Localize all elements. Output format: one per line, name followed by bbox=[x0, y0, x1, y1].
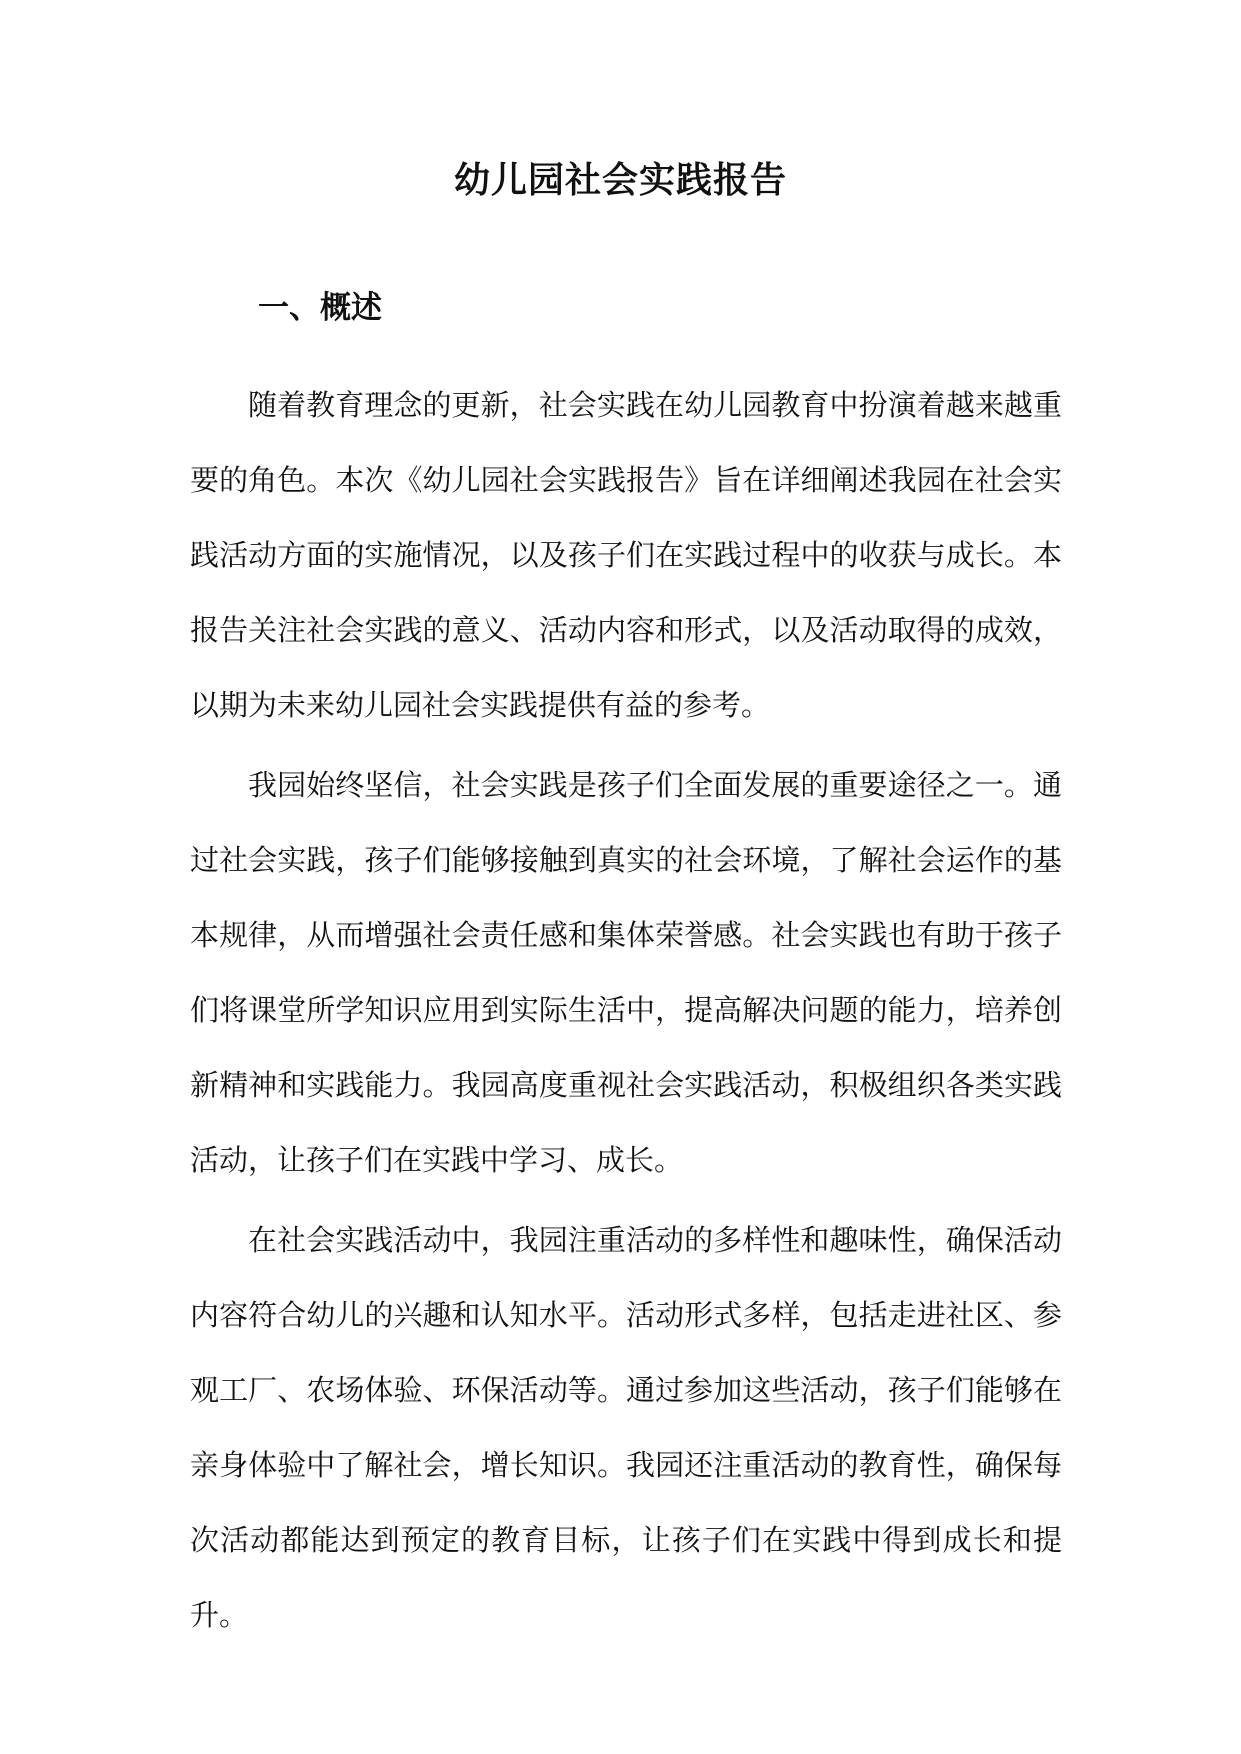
paragraph-2: 我园始终坚信，社会实践是孩子们全面发展的重要途径之一。通过社会实践，孩子们能够接触到真实的社会环境，了解社会运作的基本规律，从而增强社会责任感和集体荣誉感。社会实践也有助于孩子们将课堂所学知识应用到实际生活中，提高解决问题的能力，培养创新精神和实践能力。我园高度重视社会实践活动，积极组织各类实践活动，让孩子们在实践中学习、成长。 bbox=[190, 768, 1062, 1177]
paragraph-3: 在社会实践活动中，我园注重活动的多样性和趣味性，确保活动内容符合幼儿的兴趣和认知水平。活动形式多样，包括走进社区、参观工厂、农场体验、环保活动等。通过参加这些活动，孩子们能够在亲身体验中了解社会，增长知识。我园还注重活动的教育性，确保每次活动都能达到预定的教育目标，让孩子们在实践中得到成长和提升。 bbox=[190, 1223, 1062, 1632]
section-heading: 一、概述 bbox=[258, 290, 382, 326]
paragraph-1: 随着教育理念的更新，社会实践在幼儿园教育中扮演着越来越重要的角色。本次《幼儿园社会实践报告》旨在详细阐述我园在社会实践活动方面的实施情况，以及孩子们在实践过程中的收获与成长。本报告关注社会实践的意义、活动内容和形式，以及活动取得的成效，以期为未来幼儿园社会实践提供有益的参考。 bbox=[190, 388, 1062, 722]
section-body bbox=[190, 368, 1062, 1658]
document-title: 幼儿园社会实践报告 bbox=[453, 159, 787, 201]
